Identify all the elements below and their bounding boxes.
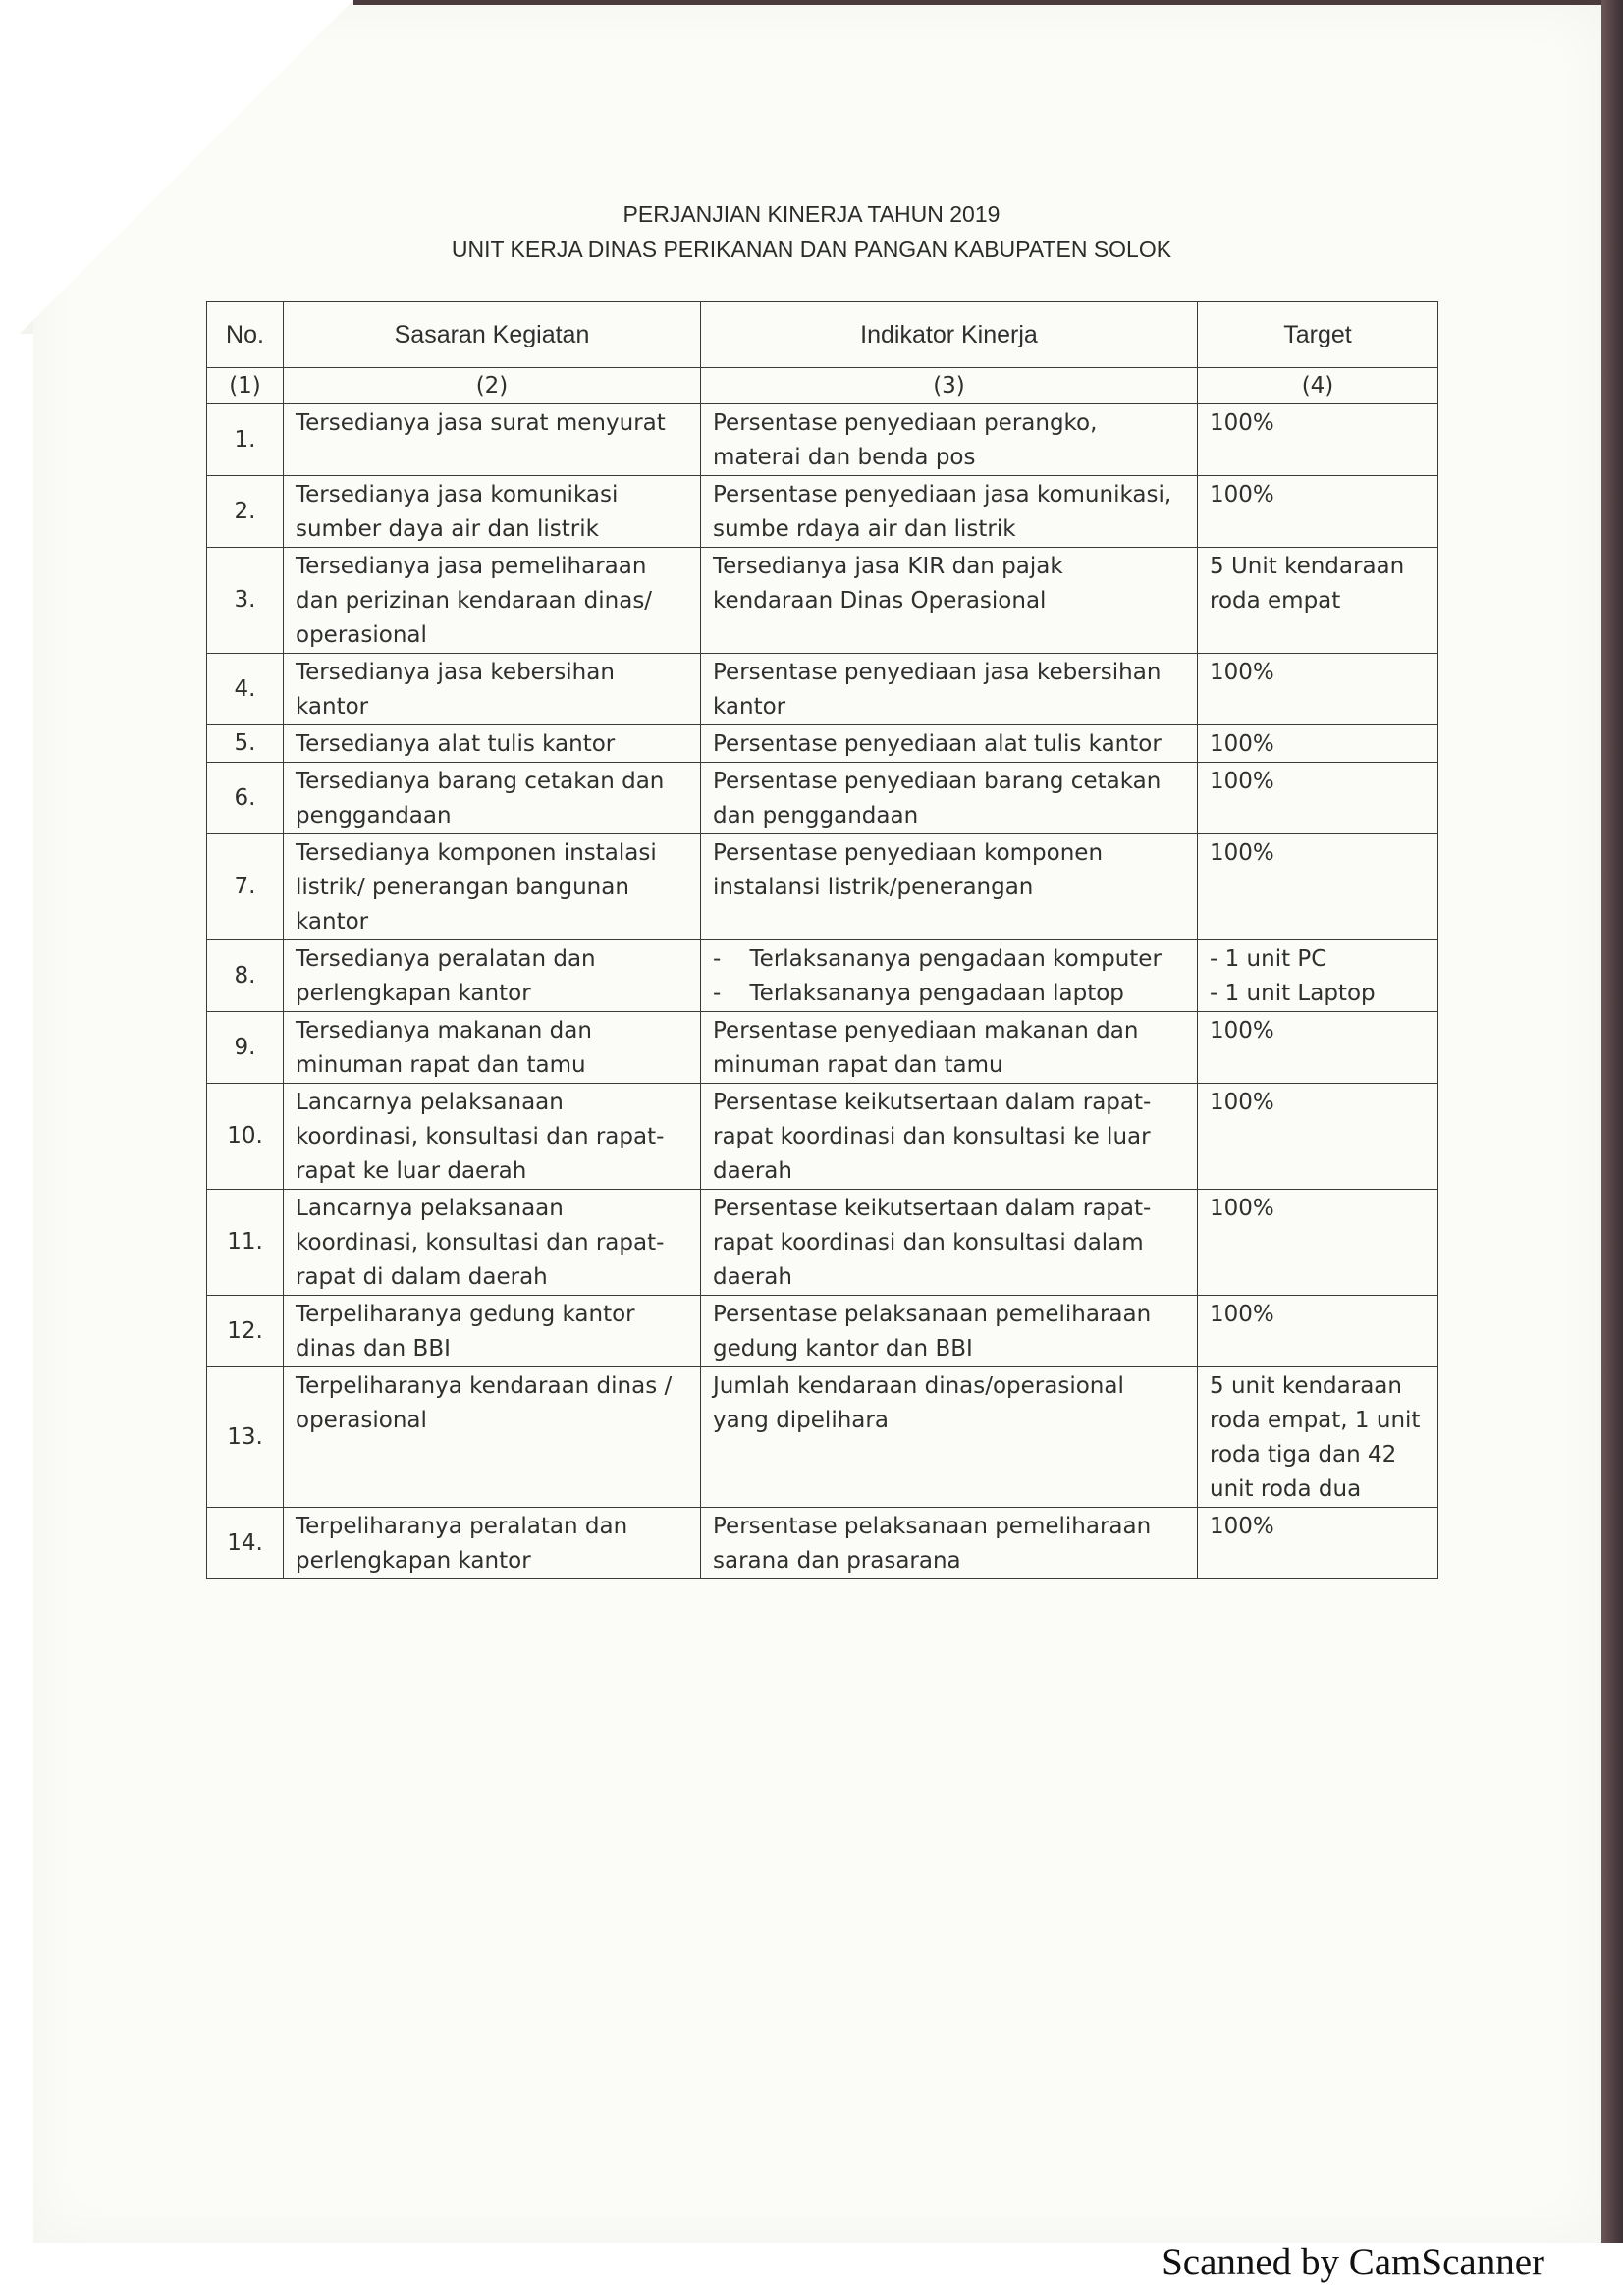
column-number: (3) bbox=[701, 368, 1198, 404]
sasaran-kegiatan-cell: Tersedianya barang cetakan dan penggandaan bbox=[284, 763, 701, 834]
target-cell: 100% bbox=[1198, 654, 1438, 725]
document-title bbox=[0, 196, 1623, 267]
sasaran-kegiatan-cell: Tersedianya peralatan dan perlengkapan kantor bbox=[284, 940, 701, 1012]
target-cell: 5 unit kendaraan roda empat, 1 unit roda tiga dan 42 unit roda dua bbox=[1198, 1367, 1438, 1508]
sasaran-kegiatan-cell: Tersedianya jasa surat menyurat bbox=[284, 404, 701, 476]
target-item: - 1 unit PC bbox=[1210, 946, 1327, 972]
row-number: 11. bbox=[207, 1190, 284, 1296]
sasaran-kegiatan-cell: Lancarnya pelaksanaan koordinasi, konsultasi dan rapat-rapat di dalam daerah bbox=[284, 1190, 701, 1296]
header-sasaran-kegiatan: Sasaran Kegiatan bbox=[284, 302, 701, 368]
row-number: 8. bbox=[207, 940, 284, 1012]
indikator-kinerja-cell: Persentase keikutsertaan dalam rapat-rapat koordinasi dan konsultasi ke luar daerah bbox=[701, 1084, 1198, 1190]
column-number-row bbox=[207, 368, 1438, 404]
column-number: (1) bbox=[207, 368, 284, 404]
indikator-kinerja-cell: Tersedianya jasa KIR dan pajak kendaraan Dinas Operasional bbox=[701, 548, 1198, 654]
table-header-row bbox=[207, 302, 1438, 368]
sasaran-kegiatan-cell: Tersedianya makanan dan minuman rapat dan tamu bbox=[284, 1012, 701, 1084]
indikator-kinerja-cell: Persentase penyediaan jasa kebersihan kantor bbox=[701, 654, 1198, 725]
table-row bbox=[207, 1012, 1438, 1084]
row-number: 14. bbox=[207, 1508, 284, 1579]
table-body bbox=[207, 368, 1438, 1579]
table-row bbox=[207, 834, 1438, 940]
target-cell: 100% bbox=[1198, 476, 1438, 548]
row-number: 1. bbox=[207, 404, 284, 476]
document-title-line-2: UNIT KERJA DINAS PERIKANAN DAN PANGAN KABUPATEN SOLOK bbox=[451, 237, 1172, 262]
camscanner-watermark: Scanned by CamScanner bbox=[1162, 2241, 1544, 2283]
performance-agreement-table-container bbox=[206, 301, 1437, 1579]
header-no: No. bbox=[207, 302, 284, 368]
table-row bbox=[207, 940, 1438, 1012]
indikator-kinerja-cell: Persentase penyediaan alat tulis kantor bbox=[701, 725, 1198, 763]
row-number: 4. bbox=[207, 654, 284, 725]
table-row bbox=[207, 654, 1438, 725]
indikator-item: - Terlaksananya pengadaan komputer bbox=[713, 946, 1162, 972]
sasaran-kegiatan-cell: Terpeliharanya peralatan dan perlengkapan kantor bbox=[284, 1508, 701, 1579]
target-cell: 100% bbox=[1198, 725, 1438, 763]
sasaran-kegiatan-cell: Tersedianya alat tulis kantor bbox=[284, 725, 701, 763]
header-target: Target bbox=[1198, 302, 1438, 368]
target-cell: 100% bbox=[1198, 404, 1438, 476]
row-number: 2. bbox=[207, 476, 284, 548]
table-row bbox=[207, 476, 1438, 548]
indikator-item: - Terlaksananya pengadaan laptop bbox=[713, 981, 1124, 1006]
column-number: (4) bbox=[1198, 368, 1438, 404]
sasaran-kegiatan-cell: Tersedianya jasa kebersihan kantor bbox=[284, 654, 701, 725]
indikator-kinerja-cell bbox=[701, 940, 1198, 1012]
indikator-kinerja-cell: Jumlah kendaraan dinas/operasional yang dipelihara bbox=[701, 1367, 1198, 1508]
document-title-line-1: PERJANJIAN KINERJA TAHUN 2019 bbox=[622, 201, 1001, 227]
sasaran-kegiatan-cell: Tersedianya komponen instalasi listrik/ penerangan bangunan kantor bbox=[284, 834, 701, 940]
table-row bbox=[207, 404, 1438, 476]
header-indikator-kinerja: Indikator Kinerja bbox=[701, 302, 1198, 368]
target-cell bbox=[1198, 940, 1438, 1012]
target-cell: 100% bbox=[1198, 1508, 1438, 1579]
row-number: 7. bbox=[207, 834, 284, 940]
paper-fold-corner bbox=[0, 0, 353, 353]
indikator-kinerja-cell: Persentase penyediaan makanan dan minuman rapat dan tamu bbox=[701, 1012, 1198, 1084]
column-number: (2) bbox=[284, 368, 701, 404]
target-cell: 100% bbox=[1198, 1296, 1438, 1367]
sasaran-kegiatan-cell: Tersedianya jasa pemeliharaan dan perizinan kendaraan dinas/ operasional bbox=[284, 548, 701, 654]
indikator-kinerja-cell: Persentase penyediaan komponen instalansi listrik/penerangan bbox=[701, 834, 1198, 940]
table-row bbox=[207, 1508, 1438, 1579]
scan-background-right bbox=[1601, 0, 1623, 2248]
target-cell: 100% bbox=[1198, 1084, 1438, 1190]
indikator-kinerja-cell: Persentase penyediaan perangko, materai dan benda pos bbox=[701, 404, 1198, 476]
row-number: 5. bbox=[207, 725, 284, 763]
row-number: 3. bbox=[207, 548, 284, 654]
table-row bbox=[207, 763, 1438, 834]
sasaran-kegiatan-cell: Tersedianya jasa komunikasi sumber daya air dan listrik bbox=[284, 476, 701, 548]
sasaran-kegiatan-cell: Terpeliharanya gedung kantor dinas dan BBI bbox=[284, 1296, 701, 1367]
indikator-kinerja-cell: Persentase pelaksanaan pemeliharaan sarana dan prasarana bbox=[701, 1508, 1198, 1579]
target-cell: 100% bbox=[1198, 1190, 1438, 1296]
row-number: 6. bbox=[207, 763, 284, 834]
row-number: 12. bbox=[207, 1296, 284, 1367]
table-row bbox=[207, 1084, 1438, 1190]
table-row bbox=[207, 548, 1438, 654]
table-row bbox=[207, 1190, 1438, 1296]
row-number: 9. bbox=[207, 1012, 284, 1084]
table-row bbox=[207, 725, 1438, 763]
table-row bbox=[207, 1367, 1438, 1508]
row-number: 13. bbox=[207, 1367, 284, 1508]
performance-agreement-table bbox=[206, 301, 1438, 1579]
target-cell: 5 Unit kendaraan roda empat bbox=[1198, 548, 1438, 654]
target-cell: 100% bbox=[1198, 763, 1438, 834]
sasaran-kegiatan-cell: Terpeliharanya kendaraan dinas / operasional bbox=[284, 1367, 701, 1508]
row-number: 10. bbox=[207, 1084, 284, 1190]
indikator-kinerja-cell: Persentase keikutsertaan dalam rapat-rapat koordinasi dan konsultasi dalam daerah bbox=[701, 1190, 1198, 1296]
target-cell: 100% bbox=[1198, 1012, 1438, 1084]
table-row bbox=[207, 1296, 1438, 1367]
indikator-kinerja-cell: Persentase pelaksanaan pemeliharaan gedung kantor dan BBI bbox=[701, 1296, 1198, 1367]
indikator-kinerja-cell: Persentase penyediaan barang cetakan dan penggandaan bbox=[701, 763, 1198, 834]
sasaran-kegiatan-cell: Lancarnya pelaksanaan koordinasi, konsultasi dan rapat-rapat ke luar daerah bbox=[284, 1084, 701, 1190]
indikator-kinerja-cell: Persentase penyediaan jasa komunikasi, sumbe rdaya air dan listrik bbox=[701, 476, 1198, 548]
target-cell: 100% bbox=[1198, 834, 1438, 940]
target-item: - 1 unit Laptop bbox=[1210, 981, 1376, 1006]
scan-margin-left bbox=[0, 334, 33, 2248]
